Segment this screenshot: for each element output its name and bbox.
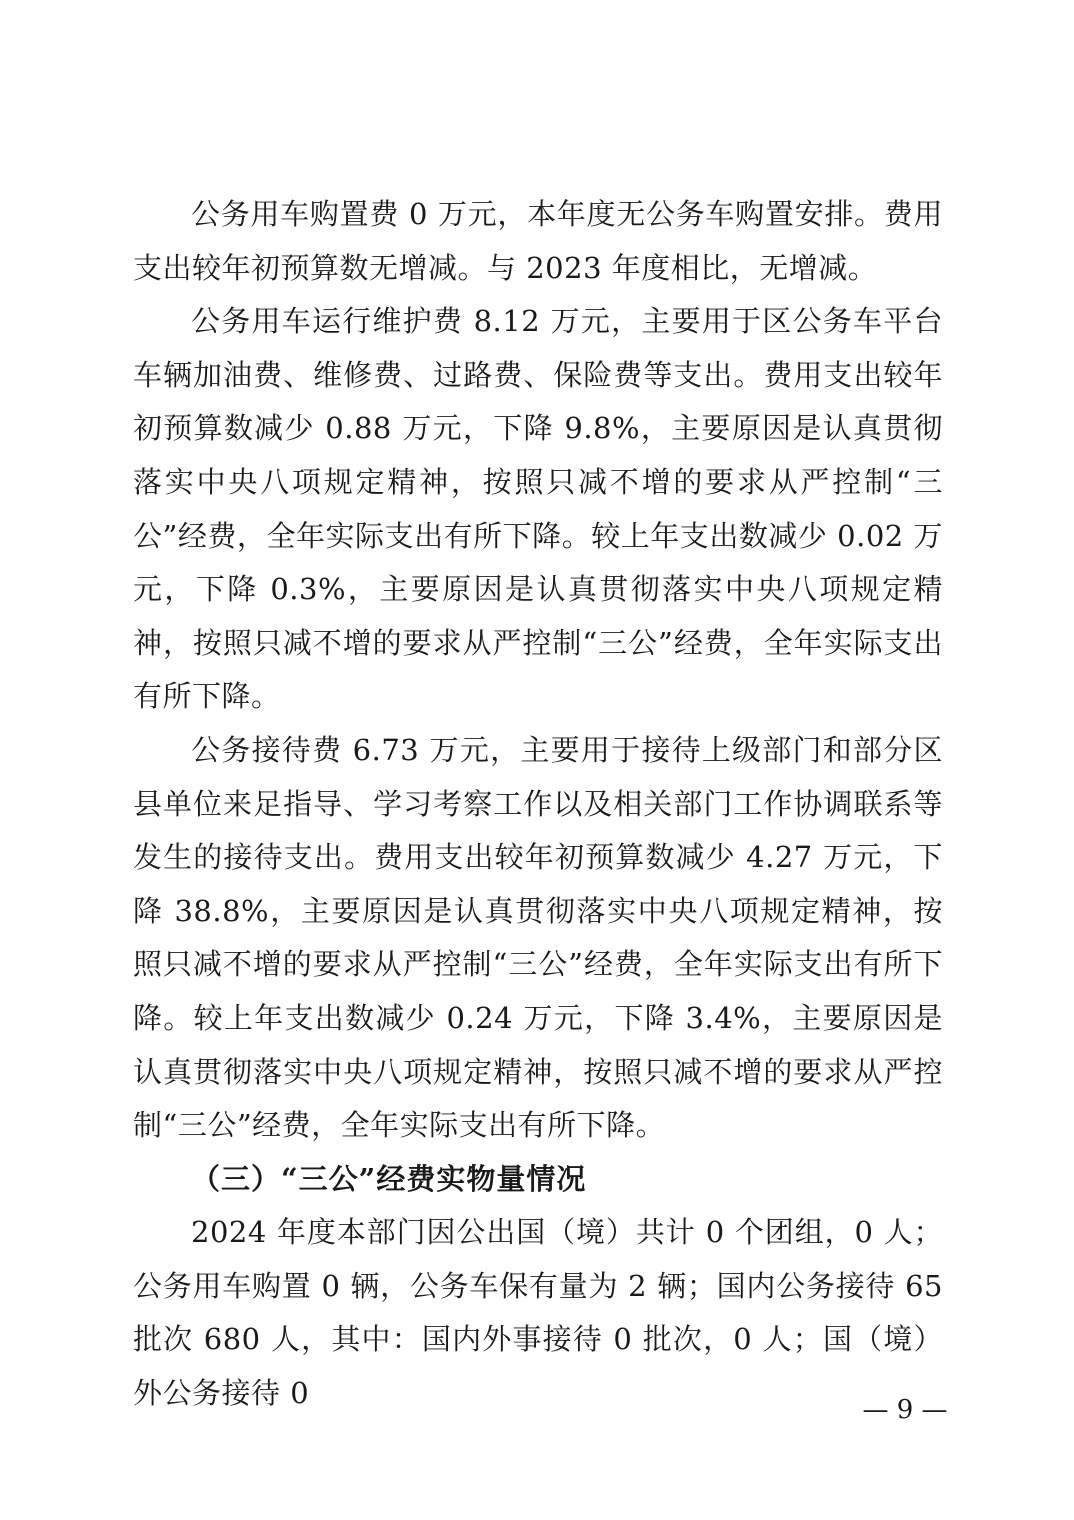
paragraph-official-reception: 公务接待费 6.73 万元，主要用于接待上级部门和部分区县单位来足指导、学习考察工作以及相关部门工作协调联系等发生的接待支出。费用支出较年初预算数减少 4.27 万元，下降 38.8%，主要原因是认真贯彻落实中央八项规定精神，按照只减不增的要求从严控制“三公”经费，全年实际支出有所下降。较上年支出数减少 0.24 万元，下降 3.4%，主要原因是认真贯彻落实中央八项规定精神，按照只减不增的要求从严控制“三公”经费，全年实际支出有所下降。 [133, 732, 943, 1143]
section-heading: （三）“三公”经费实物量情况 [191, 1161, 587, 1196]
paragraph-vehicle-maintenance: 公务用车运行维护费 8.12 万元，主要用于区公务车平台车辆加油费、维修费、过路费、保险费等支出。费用支出较年初预算数减少 0.88 万元，下降 9.8%，主要原因是认真贯彻落实中央八项规定精神，按照只减不增的要求从严控制“三公”经费，全年实际支出有所下降。较上年支出数减少 0.02 万元，下降 0.3%，主要原因是认真贯彻落实中央八项规定精神，按照只减不增的要求从严控制“三公”经费，全年实际支出有所下降。 [133, 304, 943, 714]
paragraph-physical-quantity: 2024 年度本部门因公出国（境）共计 0 个团组，0 人；公务用车购置 0 辆，公务车保有量为 2 辆；国内公务接待 65 批次 680 人，其中：国内外事接待 0 批次，0 人；国（境）外公务接待 0 [133, 1215, 943, 1411]
page-number: — 9 — [862, 1395, 948, 1425]
paragraph-vehicle-purchase: 公务用车购置费 0 万元，本年度无公务车购置安排。费用支出较年初预算数无增减。与 2023 年度相比，无增减。 [133, 197, 943, 285]
document-body [133, 188, 943, 1421]
